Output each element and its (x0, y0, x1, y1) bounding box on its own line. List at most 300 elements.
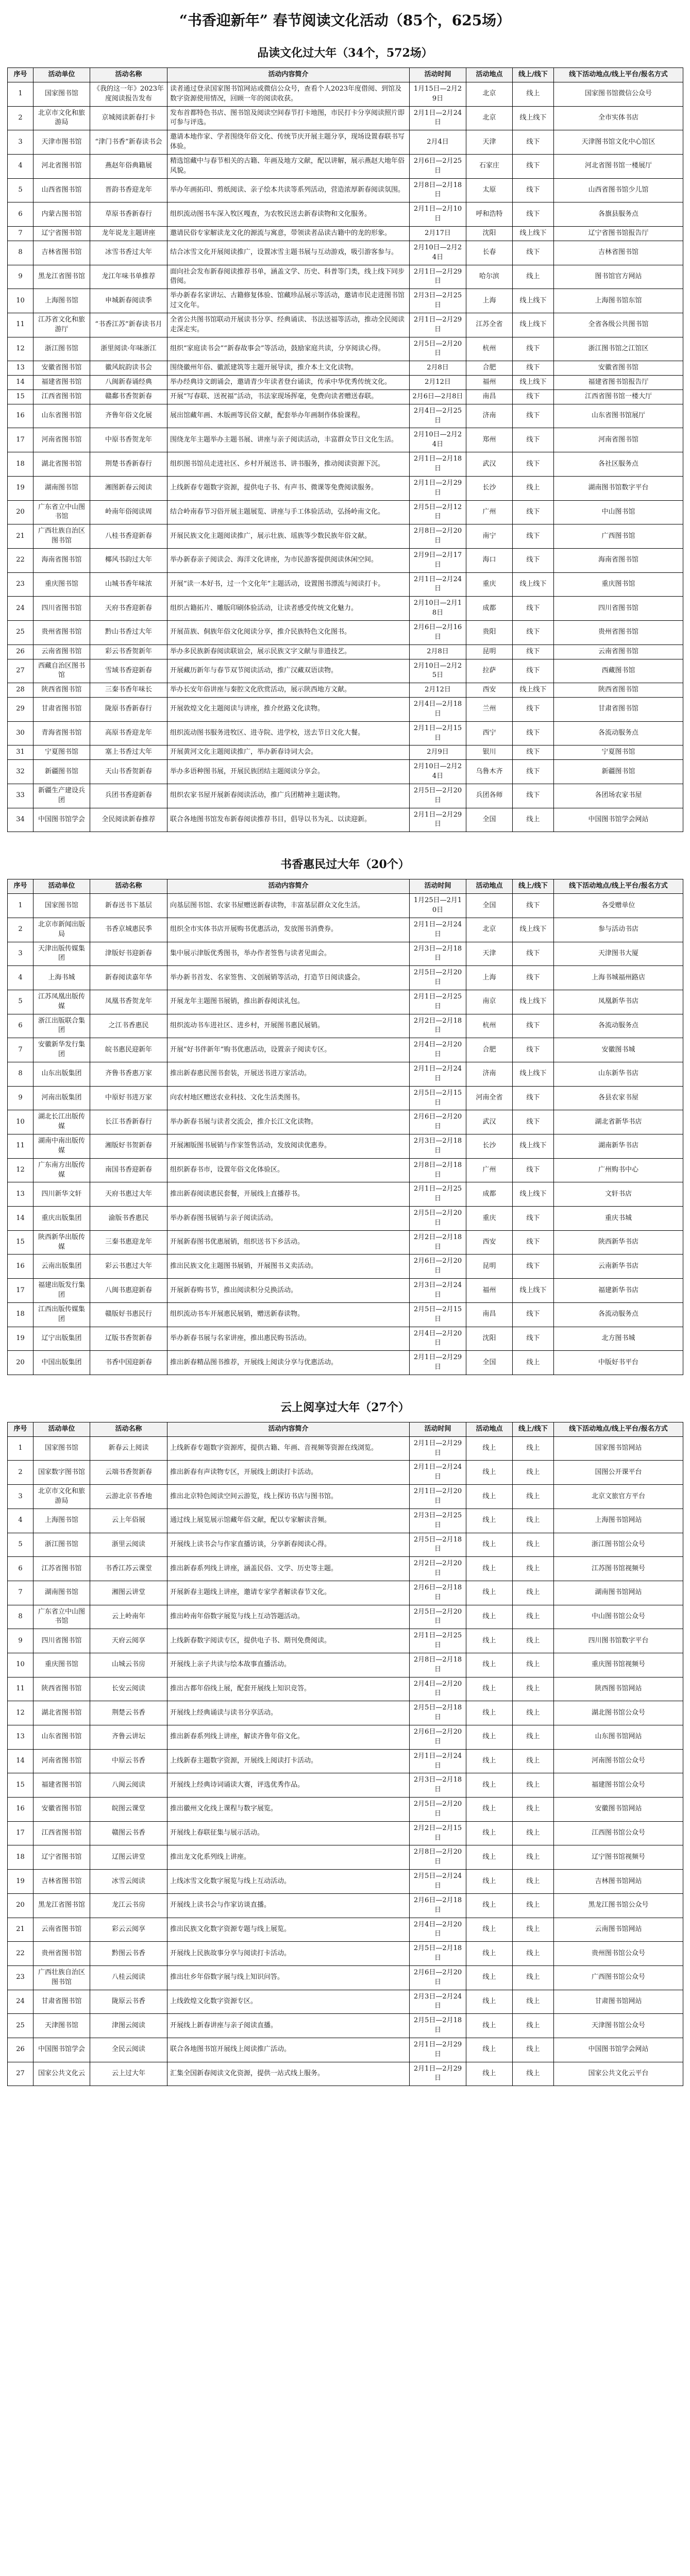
cell-reg: 宁夏图书馆 (554, 745, 683, 760)
cell-time: 2月1日—2月24日 (410, 572, 466, 597)
cell-org: 广西壮族自治区图书馆 (33, 524, 90, 549)
cell-no: 6 (8, 1014, 33, 1038)
table-row (8, 337, 683, 361)
cell-no: 20 (8, 1893, 33, 1918)
cell-no: 21 (8, 524, 33, 549)
cell-time: 1月15日—2月29日 (410, 82, 466, 106)
cell-desc: 推出古都年俗线上展，配套开展线上知识竞答。 (167, 1677, 410, 1701)
cell-name: 彩云云阅享 (90, 1918, 167, 1942)
cell-desc: 开展新春图书优惠展销，组织送书下乡活动。 (167, 1230, 410, 1255)
cell-desc: 向基层图书馆、农家书屋赠送新春读物，丰富基层群众文化生活。 (167, 894, 410, 918)
cell-place: 呼和浩特 (466, 202, 513, 227)
cell-name: 八桂云阅读 (90, 1965, 167, 1990)
cell-desc: 开展线上读书会与作家直播访谈，分享新春阅读心得。 (167, 1533, 410, 1557)
table-row (8, 1158, 683, 1182)
cell-time: 2月10日—2月24日 (410, 241, 466, 265)
cell-desc: 组织图书馆员走进社区、乡村开展送书、讲书服务，推动阅读资源下沉。 (167, 452, 410, 477)
cell-mode: 线下 (513, 1255, 554, 1279)
cell-org: 陕西新华出版传媒 (33, 1230, 90, 1255)
cell-time: 2月2日—2月18日 (410, 1230, 466, 1255)
cell-mode: 线下 (513, 1038, 554, 1062)
cell-mode: 线上 (513, 1918, 554, 1942)
cell-org: 甘肃省图书馆 (33, 698, 90, 722)
cell-no: 1 (8, 82, 33, 106)
cell-desc: 上线敦煌文化数字资源专区。 (167, 1990, 410, 2014)
cell-time: 2月5日—2月18日 (410, 1533, 466, 1557)
cell-reg: 河南省图书馆 (554, 428, 683, 452)
table-row (8, 130, 683, 155)
cell-place: 长沙 (466, 1134, 513, 1159)
cell-no: 10 (8, 289, 33, 313)
cell-mode: 线下 (513, 784, 554, 808)
table-row (8, 721, 683, 745)
table-row (8, 1629, 683, 1653)
table-row (8, 2014, 683, 2038)
cell-name: 津图云阅读 (90, 2014, 167, 2038)
cell-desc: 推出新春系列线上讲座，解读齐鲁年俗文化。 (167, 1725, 410, 1750)
column-header: 活动单位 (33, 68, 90, 82)
cell-mode: 线上 (513, 1821, 554, 1845)
cell-time: 2月5日—2月20日 (410, 1605, 466, 1629)
section-title: 书香惠民过大年（20个） (280, 858, 410, 872)
cell-org: 国家图书馆 (33, 1436, 90, 1461)
cell-place: 线上 (466, 1965, 513, 1990)
activity-table (7, 1422, 683, 2086)
cell-no: 29 (8, 698, 33, 722)
cell-place: 西安 (466, 683, 513, 698)
cell-no: 17 (8, 428, 33, 452)
cell-mode: 线上线下 (513, 289, 554, 313)
cell-mode: 线上 (513, 1605, 554, 1629)
cell-time: 2月3日—2月18日 (410, 1134, 466, 1159)
cell-no: 27 (8, 659, 33, 683)
cell-org: 贵州省图书馆 (33, 620, 90, 645)
cell-org: 江苏省文化和旅游厅 (33, 313, 90, 337)
cell-no: 3 (8, 942, 33, 966)
cell-name: 齐鲁书香惠万家 (90, 1062, 167, 1086)
cell-time: 2月9日 (410, 745, 466, 760)
cell-place: 线上 (466, 1821, 513, 1845)
cell-org: 云南出版集团 (33, 1255, 90, 1279)
cell-org: 江西省图书馆 (33, 389, 90, 404)
cell-time: 2月8日—2月18日 (410, 1653, 466, 1677)
cell-place: 哈尔滨 (466, 265, 513, 289)
cell-place: 长春 (466, 241, 513, 265)
cell-reg: 各流动服务点 (554, 1302, 683, 1327)
cell-mode: 线上 (513, 1557, 554, 1581)
cell-mode: 线下 (513, 500, 554, 524)
table-row (8, 1990, 683, 2014)
cell-reg: 辽宁图书馆视频号 (554, 1845, 683, 1870)
cell-org: 四川新华文轩 (33, 1182, 90, 1207)
table-row (8, 226, 683, 241)
cell-mode: 线上线下 (513, 106, 554, 130)
cell-name: 天府云阅享 (90, 1629, 167, 1653)
cell-time: 2月3日—2月24日 (410, 1279, 466, 1303)
cell-name: 黔山书香过大年 (90, 620, 167, 645)
cell-org: 国家图书馆 (33, 894, 90, 918)
cell-place: 江苏全省 (466, 313, 513, 337)
column-header: 序号 (8, 1422, 33, 1436)
cell-desc: 组织流动书车进社区、进乡村，开展图书惠民展销。 (167, 1014, 410, 1038)
cell-org: 福建出版发行集团 (33, 1279, 90, 1303)
cell-name: 赣图云书香 (90, 1821, 167, 1845)
cell-no: 31 (8, 745, 33, 760)
cell-name: 湘版好书贺新春 (90, 1134, 167, 1159)
cell-name: 塞上书香过大年 (90, 745, 167, 760)
cell-org: 重庆图书馆 (33, 572, 90, 597)
cell-reg: 广西图书馆 (554, 524, 683, 549)
cell-reg: 山西省图书馆少儿馆 (554, 178, 683, 202)
cell-place: 北京 (466, 106, 513, 130)
cell-no: 24 (8, 597, 33, 621)
cell-org: 吉林省图书馆 (33, 1870, 90, 1894)
cell-reg: 贵州省图书馆 (554, 620, 683, 645)
cell-place: 线上 (466, 1893, 513, 1918)
table-row (8, 1110, 683, 1134)
cell-desc: 推出北京特色阅读空间云游览，线上探访书店与图书馆。 (167, 1485, 410, 1509)
cell-org: 上海书城 (33, 966, 90, 990)
cell-desc: 全省公共图书馆联动开展读书分享、经典诵读、书法送福等活动，推动全民阅读走深走实。 (167, 313, 410, 337)
cell-org: 安徽省图书馆 (33, 361, 90, 376)
cell-mode: 线下 (513, 178, 554, 202)
cell-desc: 举办多语种图书展，开展民族团结主题阅读分享会。 (167, 760, 410, 784)
cell-org: 河北省图书馆 (33, 154, 90, 178)
activity-table (7, 879, 683, 1375)
cell-desc: 开展线上新春讲座与亲子阅读直播。 (167, 2014, 410, 2038)
cell-desc: 开展线上读书会与作家访谈直播。 (167, 1893, 410, 1918)
cell-time: 2月5日—2月12日 (410, 500, 466, 524)
cell-no: 10 (8, 1110, 33, 1134)
cell-place: 昆明 (466, 645, 513, 659)
cell-mode: 线下 (513, 428, 554, 452)
cell-org: 河南出版集团 (33, 1086, 90, 1110)
cell-desc: 联合各地图书馆发布新春阅读推荐书目，倡导以书为礼、以读迎新。 (167, 808, 410, 832)
cell-no: 28 (8, 683, 33, 698)
cell-org: 安徽省图书馆 (33, 1798, 90, 1822)
cell-mode: 线上 (513, 1990, 554, 2014)
section-title: 云上阅享过大年（27个） (280, 1400, 410, 1414)
cell-desc: 开展龙年主题图书展销，推出新春阅读礼包。 (167, 990, 410, 1014)
cell-time: 2月10日—2月25日 (410, 659, 466, 683)
table-row (8, 990, 683, 1014)
cell-no: 4 (8, 966, 33, 990)
cell-name: 书香中国迎新春 (90, 1351, 167, 1375)
table-row (8, 361, 683, 376)
cell-name: 中原好书进万家 (90, 1086, 167, 1110)
cell-mode: 线上 (513, 1701, 554, 1725)
cell-reg: 全市实体书店 (554, 106, 683, 130)
cell-place: 天津 (466, 942, 513, 966)
cell-reg: 吉林省图书馆 (554, 241, 683, 265)
cell-name: 八闽云阅读 (90, 1773, 167, 1798)
cell-no: 23 (8, 1965, 33, 1990)
table-row (8, 500, 683, 524)
table-row (8, 376, 683, 390)
table-row (8, 659, 683, 683)
cell-mode: 线下 (513, 1327, 554, 1351)
cell-place: 广州 (466, 500, 513, 524)
cell-place: 上海 (466, 966, 513, 990)
cell-no: 6 (8, 1557, 33, 1581)
cell-mode: 线上 (513, 1509, 554, 1533)
table-row (8, 1918, 683, 1942)
cell-no: 15 (8, 1773, 33, 1798)
cell-time: 2月8日—2月18日 (410, 1158, 466, 1182)
cell-no: 19 (8, 476, 33, 500)
cell-place: 福州 (466, 376, 513, 390)
cell-desc: 联合各地图书馆开展线上阅读推广活动。 (167, 2038, 410, 2062)
cell-org: 北京市新闻出版局 (33, 918, 90, 942)
table-row (8, 404, 683, 428)
cell-time: 2月1日—2月29日 (410, 313, 466, 337)
table-row (8, 1461, 683, 1485)
cell-org: 福建省图书馆 (33, 1773, 90, 1798)
cell-place: 线上 (466, 1653, 513, 1677)
cell-org: 天津出版传媒集团 (33, 942, 90, 966)
cell-org: 黑龙江省图书馆 (33, 1893, 90, 1918)
cell-desc: 推出民族文化主题图书展销，开展图书义卖活动。 (167, 1255, 410, 1279)
cell-time: 2月8日—2月20日 (410, 524, 466, 549)
table-row (8, 241, 683, 265)
cell-reg: 广西图书馆公众号 (554, 1965, 683, 1990)
cell-reg: 安徽省图书馆 (554, 361, 683, 376)
cell-mode: 线下 (513, 548, 554, 572)
cell-reg: 陕西新华书店 (554, 1230, 683, 1255)
cell-no: 26 (8, 645, 33, 659)
cell-name: 彩云书惠过大年 (90, 1255, 167, 1279)
cell-mode: 线下 (513, 645, 554, 659)
cell-time: 2月4日—2月20日 (410, 1038, 466, 1062)
cell-time: 2月4日—2月20日 (410, 1327, 466, 1351)
cell-place: 线上 (466, 1701, 513, 1725)
cell-time: 2月5日—2月18日 (410, 2014, 466, 2038)
cell-name: 渝版书香惠民 (90, 1207, 167, 1231)
cell-org: 重庆图书馆 (33, 1653, 90, 1677)
cell-desc: 开展线上亲子共读与绘本故事直播活动。 (167, 1653, 410, 1677)
cell-time: 2月1日—2月24日 (410, 1062, 466, 1086)
cell-no: 8 (8, 1605, 33, 1629)
cell-reg: 湖南新华书店 (554, 1134, 683, 1159)
cell-place: 北京 (466, 82, 513, 106)
table-row (8, 389, 683, 404)
cell-reg: 参与活动书店 (554, 918, 683, 942)
cell-reg: 湖南图书馆网站 (554, 1581, 683, 1605)
section-title: 品读文化过大年（34个，572场） (257, 46, 433, 60)
cell-org: 江西出版传媒集团 (33, 1302, 90, 1327)
cell-name: 三秦书香年味长 (90, 683, 167, 698)
cell-reg: 重庆书城 (554, 1207, 683, 1231)
cell-name: “书香江苏”新春读书月 (90, 313, 167, 337)
cell-name: 津版好书迎新春 (90, 942, 167, 966)
cell-reg: 四川图书馆数字平台 (554, 1629, 683, 1653)
cell-org: 湖北省图书馆 (33, 452, 90, 477)
cell-time: 1月25日—2月10日 (410, 894, 466, 918)
cell-desc: 汇集全国新春阅读文化资源，提供一站式线上服务。 (167, 2062, 410, 2086)
cell-reg: 湖北图书馆公众号 (554, 1701, 683, 1725)
cell-desc: 推出徽州文化线上课程与数字展览。 (167, 1798, 410, 1822)
cell-time: 2月3日—2月24日 (410, 1990, 466, 2014)
cell-name: 云上过大年 (90, 2062, 167, 2086)
cell-desc: 推出岭南年俗数字展览与线上互动答题活动。 (167, 1605, 410, 1629)
cell-mode: 线上 (513, 1773, 554, 1798)
cell-reg: 北京文旅官方平台 (554, 1485, 683, 1509)
cell-place: 线上 (466, 1436, 513, 1461)
cell-desc: 推出新春系列线上讲座，涵盖民俗、文学、历史等主题。 (167, 1557, 410, 1581)
cell-mode: 线上线下 (513, 226, 554, 241)
table-row (8, 698, 683, 722)
table-row (8, 2062, 683, 2086)
cell-time: 2月1日—2月25日 (410, 1182, 466, 1207)
table-row (8, 1942, 683, 1966)
cell-place: 广州 (466, 1158, 513, 1182)
cell-name: 天山书香贺新春 (90, 760, 167, 784)
table-head (8, 1422, 683, 1436)
cell-place: 武汉 (466, 1110, 513, 1134)
cell-no: 27 (8, 2062, 33, 2086)
table-row (8, 1014, 683, 1038)
cell-name: 新春送书下基层 (90, 894, 167, 918)
cell-no: 9 (8, 1629, 33, 1653)
table-row (8, 1134, 683, 1159)
cell-no: 8 (8, 1062, 33, 1086)
cell-time: 2月10日—2月18日 (410, 597, 466, 621)
table-row (8, 1965, 683, 1990)
cell-no: 4 (8, 1509, 33, 1533)
cell-place: 线上 (466, 1773, 513, 1798)
cell-no: 7 (8, 226, 33, 241)
cell-mode: 线下 (513, 760, 554, 784)
cell-name: 书香江苏云课堂 (90, 1557, 167, 1581)
column-header: 线下活动地点/线上平台/报名方式 (554, 1422, 683, 1436)
cell-place: 线上 (466, 1677, 513, 1701)
cell-reg: 新疆图书馆 (554, 760, 683, 784)
cell-no: 3 (8, 1485, 33, 1509)
cell-time: 2月3日—2月18日 (410, 942, 466, 966)
cell-no: 19 (8, 1327, 33, 1351)
cell-org: 新疆生产建设兵团 (33, 784, 90, 808)
table-body (8, 894, 683, 1375)
table-row (8, 1302, 683, 1327)
cell-mode: 线上 (513, 265, 554, 289)
cell-no: 1 (8, 894, 33, 918)
table-row (8, 452, 683, 477)
cell-place: 重庆 (466, 572, 513, 597)
cell-org: 新疆图书馆 (33, 760, 90, 784)
cell-mode: 线上 (513, 1965, 554, 1990)
table-row (8, 1086, 683, 1110)
cell-reg: 各旗县服务点 (554, 202, 683, 227)
cell-name: 八闽书惠迎新春 (90, 1279, 167, 1303)
cell-place: 线上 (466, 1798, 513, 1822)
cell-time: 2月8日—2月20日 (410, 1845, 466, 1870)
header-row (8, 1422, 683, 1436)
cell-desc: 围绕龙年主题举办主题书展、讲座与亲子阅读活动，丰富群众节日文化生活。 (167, 428, 410, 452)
cell-mode: 线上 (513, 2038, 554, 2062)
column-header: 线上/线下 (513, 1422, 554, 1436)
cell-mode: 线上 (513, 82, 554, 106)
cell-time: 2月1日—2月24日 (410, 1461, 466, 1485)
cell-time: 2月1日—2月15日 (410, 721, 466, 745)
cell-time: 2月6日—2月18日 (410, 1581, 466, 1605)
column-header: 活动地点 (466, 68, 513, 82)
table-row (8, 808, 683, 832)
table-row (8, 1182, 683, 1207)
column-header: 活动地点 (466, 1422, 513, 1436)
column-header: 活动地点 (466, 879, 513, 894)
cell-reg: 辽宁省图书馆报告厅 (554, 226, 683, 241)
cell-org: 广东南方出版传媒 (33, 1158, 90, 1182)
cell-desc: 开展线上民族故事分享与阅读打卡活动。 (167, 1942, 410, 1966)
cell-org: 中国出版集团 (33, 1351, 90, 1375)
cell-org: 中国图书馆学会 (33, 2038, 90, 2062)
table-row (8, 1653, 683, 1677)
cell-reg: 山东新华书店 (554, 1062, 683, 1086)
cell-place: 武汉 (466, 452, 513, 477)
cell-mode: 线上 (513, 1677, 554, 1701)
cell-time: 2月6日—2月25日 (410, 154, 466, 178)
table-row (8, 894, 683, 918)
cell-org: 江苏省图书馆 (33, 1557, 90, 1581)
cell-name: 龙年说龙主题讲座 (90, 226, 167, 241)
cell-no: 30 (8, 721, 33, 745)
cell-name: 龙江年味书单推荐 (90, 265, 167, 289)
cell-desc: 围绕徽州年俗、徽派建筑等主题开展导读，推介本土文化读物。 (167, 361, 410, 376)
cell-name: 赣版好书惠民行 (90, 1302, 167, 1327)
cell-desc: 开展新春购书节，推出阅读积分兑换活动。 (167, 1279, 410, 1303)
cell-desc: 开展藏历新年与春节双节阅读活动，推广汉藏双语读物。 (167, 659, 410, 683)
cell-reg: 凤凰新华书店 (554, 990, 683, 1014)
cell-name: 彩云书香贺新年 (90, 645, 167, 659)
cell-reg: 上海图书馆东馆 (554, 289, 683, 313)
cell-time: 2月1日—2月24日 (410, 1749, 466, 1773)
cell-time: 2月12日 (410, 683, 466, 698)
cell-name: 湘图云讲堂 (90, 1581, 167, 1605)
cell-org: 河南省图书馆 (33, 1749, 90, 1773)
cell-mode: 线上 (513, 1436, 554, 1461)
cell-place: 线上 (466, 1533, 513, 1557)
table-row (8, 2038, 683, 2062)
cell-org: 四川省图书馆 (33, 1629, 90, 1653)
cell-name: 三秦书惠迎龙年 (90, 1230, 167, 1255)
cell-desc: 举办长安年俗讲座与秦腔文化欣赏活动，展示陕西地方文献。 (167, 683, 410, 698)
cell-desc: 开展黄河文化主题阅读推广，举办新春诗词大会。 (167, 745, 410, 760)
table-row (8, 1798, 683, 1822)
cell-desc: 邀请本地作家、学者围绕年俗文化、传统节庆开展主题分享，现场设置春联书写体验。 (167, 130, 410, 155)
cell-time: 2月5日—2月20日 (410, 966, 466, 990)
cell-reg: 重庆图书馆视频号 (554, 1653, 683, 1677)
cell-place: 兵团各师 (466, 784, 513, 808)
cell-org: 青海省图书馆 (33, 721, 90, 745)
cell-time: 2月4日—2月20日 (410, 1918, 466, 1942)
cell-org: 陕西省图书馆 (33, 683, 90, 698)
header-row (8, 879, 683, 894)
cell-mode: 线下 (513, 1230, 554, 1255)
cell-time: 2月4日—2月18日 (410, 698, 466, 722)
cell-no: 11 (8, 1134, 33, 1159)
cell-desc: 举办年画拓印、剪纸阅读、亲子绘本共读等系列活动，营造浓厚新春阅读氛围。 (167, 178, 410, 202)
cell-org: 吉林省图书馆 (33, 241, 90, 265)
cell-name: 辽版书香贺新春 (90, 1327, 167, 1351)
cell-mode: 线下 (513, 130, 554, 155)
cell-reg: 各流动服务点 (554, 721, 683, 745)
cell-no: 12 (8, 1158, 33, 1182)
cell-reg: 山东省图书馆展厅 (554, 404, 683, 428)
cell-no: 7 (8, 1038, 33, 1062)
cell-name: 云游北京书香地 (90, 1485, 167, 1509)
table-row (8, 154, 683, 178)
cell-desc: 开展苗族、侗族年俗文化阅读分享，推介民族特色文化图书。 (167, 620, 410, 645)
